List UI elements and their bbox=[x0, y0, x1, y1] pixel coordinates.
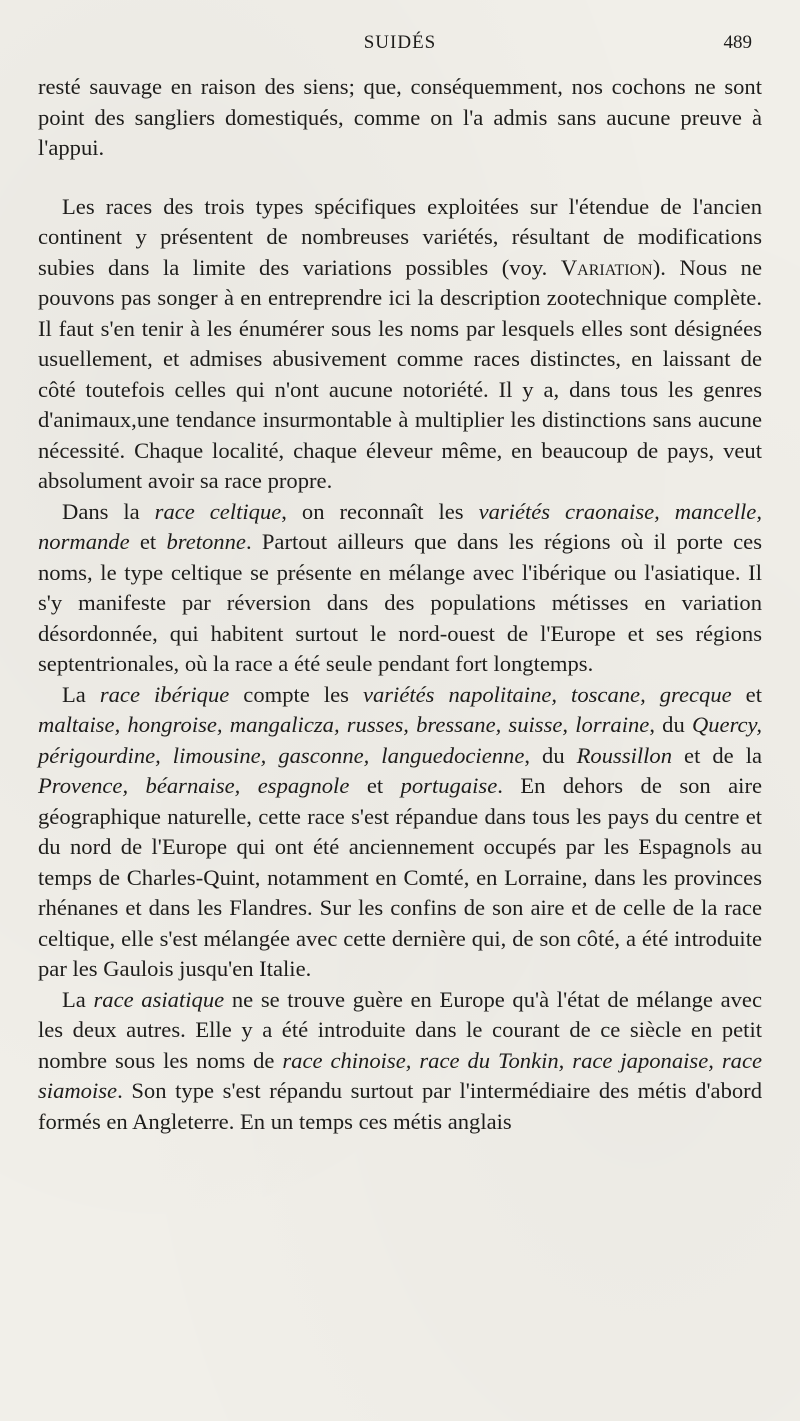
text-run: et bbox=[129, 529, 167, 554]
italic-term: Roussillon bbox=[576, 742, 673, 768]
paragraph-continuation bbox=[38, 72, 762, 164]
text-run: . Partout ailleurs que dans les régions où il porte ces noms, le type celtique se présente en mélange avec l'ibérique ou l'asiatique. Il s'y manifeste par réversion dans des populations métisses en variation désordonnée, qui habitent surtout le nord-ouest de l'Europe et ses régions septentrionales, où la race a été seule pendant fort longtemps. bbox=[38, 529, 762, 676]
running-head bbox=[0, 28, 800, 58]
italic-term: race celtique bbox=[154, 498, 282, 524]
paragraph-race-asiatique bbox=[38, 985, 762, 1138]
text-run: , du bbox=[649, 712, 692, 737]
italic-term: maltaise, hongroise, mangalicza, russes, bressane, suisse, lorraine bbox=[38, 712, 650, 737]
paragraph-race-celtique bbox=[38, 497, 762, 680]
running-title: SUIDÉS bbox=[363, 32, 437, 53]
cross-reference: Variation bbox=[560, 254, 653, 280]
text-run: compte les bbox=[229, 681, 363, 707]
italic-term: variétés craonaise, mancelle, normande bbox=[38, 498, 762, 554]
text-run: resté sauvage en raison des siens; que, conséquemment, nos cochons ne sont point des sangliers domestiqués, comme on l'a admis sans aucune preuve à l'appui. bbox=[38, 74, 762, 160]
text-run: ). Nous ne pouvons pas songer à en entreprendre ici la description zootechnique complète. Il faut s'en tenir à les énumérer sous les noms par lesquels elles sont désignées usuellement, et admises abusivement comme races distinctes, en laissant de côté toutefois celles qui n'ont aucune notoriété. Il y a, dans tous les genres d'animaux,une tendance insurmontable à multiplier les distinctions sans aucune nécessité. Chaque localité, chaque éleveur même, en beaucoup de pays, veut absolument avoir sa race propre. bbox=[38, 254, 763, 493]
italic-term: variétés napolitaine, toscane, grecque bbox=[362, 681, 732, 707]
text-run: . Son type s'est répandu surtout par l'intermédiaire des métis d'abord formés en Angleterre. En un temps ces métis anglais bbox=[38, 1078, 762, 1134]
text-run: ne se trouve guère en Europe qu'à l'état de mélange avec les deux autres. Elle y a été introduite dans le courant de ce siècle en petit nombre sous les noms de bbox=[38, 986, 762, 1073]
text-run: Dans la bbox=[62, 498, 155, 524]
text-run: La bbox=[62, 681, 100, 707]
italic-term: Provence, béarnaise, espagnole bbox=[38, 773, 350, 798]
text-run: . En dehors de son aire géographique naturelle, cette race s'est répandue dans tous les pays du centre et du nord de l'Europe qui ont été anciennement occupés par les Espagnols au temps de Charles-Quint, notamment en Comté, en Lorraine, dans les provinces rhénanes et dans les Flandres. Sur les confins de son aire et de celle de la race celtique, elle s'est mélangée avec cette dernière qui, de son côté, a été introduite par les Gaulois jusqu'en Italie. bbox=[38, 773, 763, 981]
page-number: 489 bbox=[723, 32, 752, 53]
italic-term: Quercy, périgourdine, limousine, gasconne, languedocienne bbox=[38, 712, 762, 768]
paragraph-race-iberique bbox=[38, 680, 762, 985]
italic-term: race asiatique bbox=[93, 986, 225, 1012]
italic-term: race ibérique bbox=[99, 681, 230, 707]
text-run: et bbox=[731, 681, 762, 707]
text-run: Les races des trois types spécifiques exploitées sur l'étendue de l'ancien continent y présentent de nombreuses variétés, résultant de modifications subies dans la limite des variations possibles (voy. bbox=[38, 193, 762, 280]
body-text bbox=[38, 72, 762, 1137]
text-run: et de la bbox=[672, 742, 762, 768]
paragraph-races-overview bbox=[38, 192, 762, 497]
text-run: et bbox=[349, 773, 401, 798]
text-run: , on reconnaît les bbox=[281, 498, 479, 524]
italic-term: race chinoise, race du Tonkin, race japonaise, race siamoise bbox=[38, 1047, 762, 1103]
italic-term: portugaise bbox=[400, 773, 498, 798]
text-run: , du bbox=[524, 742, 577, 768]
italic-term: bretonne bbox=[166, 529, 246, 554]
text-run: La bbox=[62, 986, 94, 1012]
